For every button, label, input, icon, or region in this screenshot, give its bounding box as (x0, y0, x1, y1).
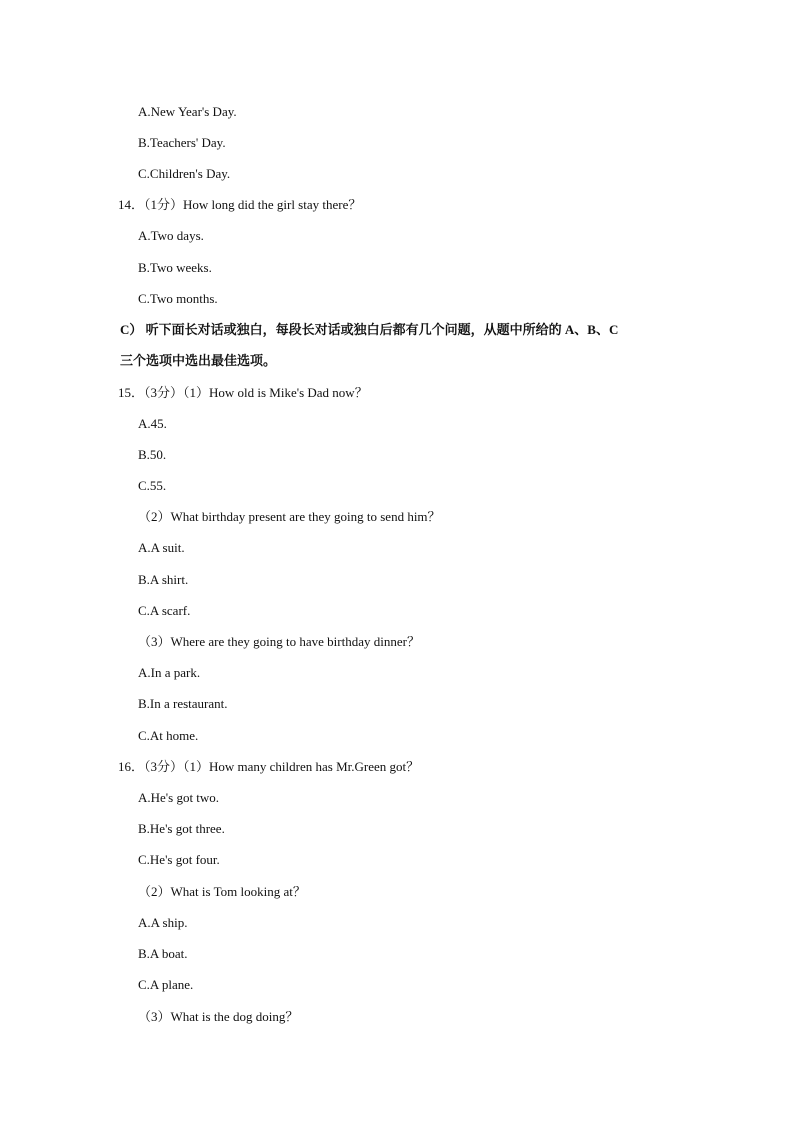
q15-1-option-c: C.55. (138, 478, 167, 493)
q16-3-stem: （3）What is the dog doing？ (138, 1009, 299, 1024)
q15-2-option-c: C.A scarf. (138, 603, 191, 618)
q15-2-option-b: B.A shirt. (138, 572, 189, 587)
q16-2-option-a: A.A ship. (138, 915, 188, 930)
q16-1-option-c: C.He's got four. (138, 852, 220, 867)
q15-3-option-b: B.In a restaurant. (138, 696, 228, 711)
q13-option-b: B.Teachers' Day. (138, 135, 226, 150)
q16-2-option-b: B.A boat. (138, 946, 188, 961)
q15-3-option-c: C.At home. (138, 728, 199, 743)
q14-option-a: A.Two days. (138, 228, 204, 243)
q14-stem: 14．（1分）How long did the girl stay there？ (118, 197, 362, 212)
q15-stem: 15．（3分）（1）How old is Mike's Dad now？ (118, 385, 368, 400)
q14-option-c: C.Two months. (138, 291, 218, 306)
q13-option-c: C.Children's Day. (138, 166, 231, 181)
q15-1-option-a: A.45. (138, 416, 167, 431)
section-c-instructions-line1: C） 听下面长对话或独白，每段长对话或独白后都有几个问题，从题中所给的 A、B、C (120, 322, 619, 337)
q15-2-option-a: A.A suit. (138, 540, 185, 555)
q15-1-option-b: B.50. (138, 447, 167, 462)
q16-stem: 16．（3分）（1）How many children has Mr.Green got？ (118, 759, 420, 774)
q16-1-option-b: B.He's got three. (138, 821, 225, 836)
q15-3-option-a: A.In a park. (138, 665, 201, 680)
q14-option-b: B.Two weeks. (138, 260, 212, 275)
q13-option-a: A.New Year's Day. (138, 104, 237, 119)
q16-2-stem: （2）What is Tom looking at？ (138, 884, 306, 899)
q16-2-option-c: C.A plane. (138, 977, 194, 992)
section-c-instructions-line2: 三个选项中选出最佳选项。 (120, 353, 277, 368)
q16-1-option-a: A.He's got two. (138, 790, 220, 805)
q15-2-stem: （2）What birthday present are they going to send him？ (138, 509, 441, 524)
q15-3-stem: （3）Where are they going to have birthday dinner？ (138, 634, 420, 649)
